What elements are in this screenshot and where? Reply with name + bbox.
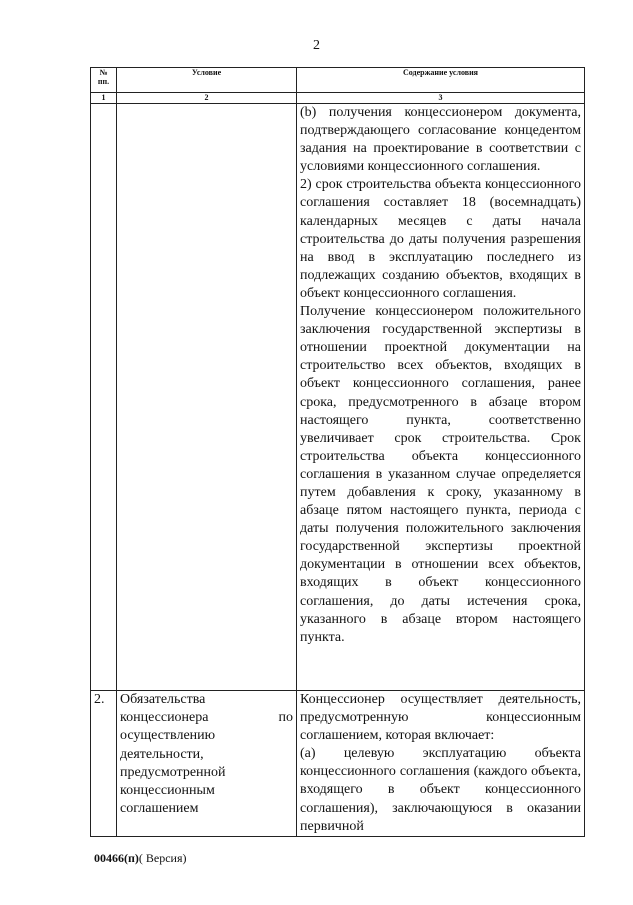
row2-condition-line-2: [120, 709, 293, 727]
page-number: 2: [313, 38, 320, 53]
row2-paragraph-1: Концессионер осуществляет деятельность, предусмотренную концессионным соглашением, которая включает:: [300, 692, 581, 744]
col-number-1: 1: [91, 93, 117, 104]
footer-suffix: ( Версия): [138, 851, 187, 865]
header-content: Содержание условия: [297, 68, 585, 93]
row2-condition-line-2-word-1: концессионера: [120, 710, 209, 726]
row2-condition-line-2-word-2: по: [278, 710, 293, 726]
row1-paragraph-3: Получение концессионером положительного заключения государственной экспертизы в отношении проектной документации на строительство всех объектов, входящих в объект концессионного соглашения, ранее срока, предусмотренного в абзаце втором настоящего пункта, соответственно увеличивает срок строительства. Срок строительства объекта концессионного соглашения в указанном случае определяется путем добавления к сроку, указанному в абзаце пятом настоящего пункта, периода с даты получения положительного заключения государственной экспертизы проектной документации в отношении всех объектов, входящих в объект концессионного соглашения, до даты истечения срока, указанного в абзаце втором настоящего пункта.: [300, 304, 581, 645]
row2-paragraph-2: (а) целевую эксплуатацию объекта концессионного соглашения (каждого объекта, входящего в объект концессионного соглашения), заключающуюся в оказании первичной: [300, 746, 581, 834]
row2-condition-line-6: концессионным: [120, 783, 215, 799]
row1-number: [91, 104, 117, 691]
column-numbers-row: [91, 93, 585, 104]
row2-condition: [117, 691, 297, 837]
row1-paragraph-1: (b) получения концессионером документа, подтверждающего согласование концедентом задания на проектирование в соответствии с условиями концессионного соглашения.: [300, 105, 581, 175]
row2-content: [297, 691, 585, 837]
col-number-3: 3: [297, 93, 585, 104]
row1-condition: [117, 104, 297, 691]
row2-condition-line-3: осуществлению: [120, 728, 216, 744]
header-number-line2: пп.: [97, 77, 110, 86]
header-number: [91, 68, 117, 93]
row1-paragraph-2: 2) срок строительства объекта концессионного соглашения составляет 18 (восемнадцать) календарных месяцев с даты начала строительства до даты получения разрешения на ввод в эксплуатацию последнего из подлежащих созданию объектов, входящих в объект концессионного соглашения.: [300, 177, 581, 301]
document-footer: [94, 851, 187, 866]
table-row: [91, 104, 585, 691]
row2-condition-line-7: соглашением: [120, 801, 199, 817]
table-header-row: [91, 68, 585, 93]
header-condition: Условие: [117, 68, 297, 93]
footer-code: 00466(п): [94, 851, 139, 865]
col-number-2: 2: [117, 93, 297, 104]
table-row: [91, 691, 585, 837]
conditions-table: [90, 67, 585, 837]
row1-content: [297, 104, 585, 691]
row2-number: 2.: [91, 691, 117, 837]
row2-condition-line-5: предусмотренной: [120, 764, 226, 780]
header-number-line1: №: [99, 68, 108, 77]
row2-condition-line-4: деятельности,: [120, 746, 204, 762]
row2-condition-line-1: Обязательства: [120, 692, 206, 707]
